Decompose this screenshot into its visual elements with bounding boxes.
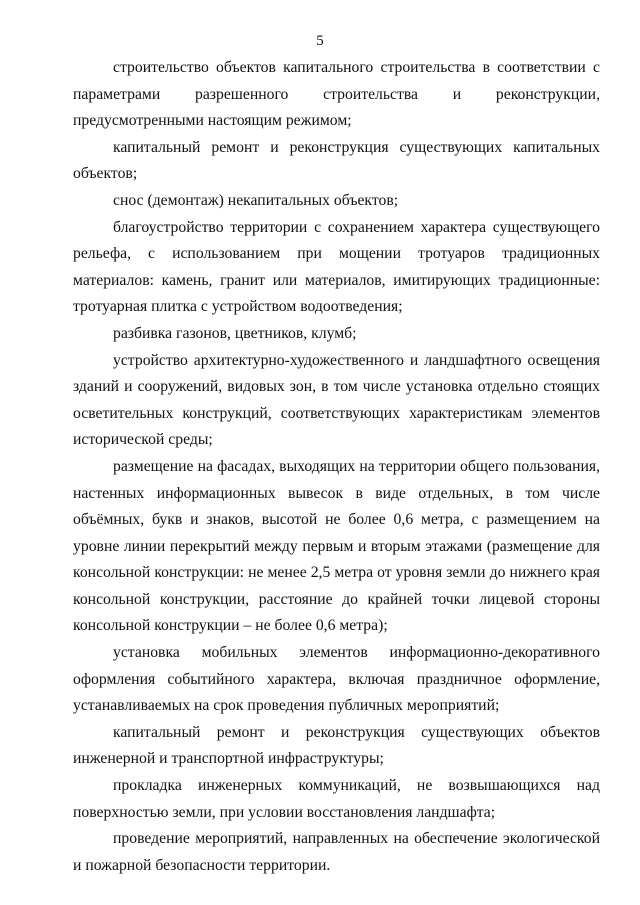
paragraph-capital-construction: строительство объектов капитального строительства в соответствии с параметрами разрешенного строительства и реконструкции, предусмотренными настоящим режимом; bbox=[73, 59, 600, 130]
paragraph-landscaping: благоустройство территории с сохранением характера существующего рельефа, с использованием при мощении тротуаров традиционных материалов: камень, гранит или материалов, имитирующих традиционные: тротуарная плитка с устройством водоотведения; bbox=[73, 218, 600, 316]
paragraph-capital-repair: капитальный ремонт и реконструкция существующих капитальных объектов; bbox=[73, 138, 600, 183]
paragraph-lawns: разбивка газонов, цветников, клумб; bbox=[113, 324, 357, 342]
paragraph-infrastructure: капитальный ремонт и реконструкция существующих объектов инженерной и транспортной инфраструктуры; bbox=[73, 723, 600, 768]
paragraph-signage: размещение на фасадах, выходящих на территории общего пользования, настенных информационных вывесок в виде отдельных, в том числе объёмных, букв и знаков, высотой не более 0,6 метра, с размещением на уровне линии перекрытий между первым и вторым этажами (размещение для консольной конструкции: не менее 2,5 метра от уровня земли до нижнего края консольной конструкции, расстояние до крайней точки лицевой стороны консольной конструкции – не более 0,6 метра); bbox=[73, 457, 600, 635]
paragraph-mobile-decor: установка мобильных элементов информационно-декоративного оформления событийного характера, включая праздничное оформление, устанавливаемых на срок проведения публичных мероприятий; bbox=[73, 644, 600, 715]
paragraph-safety: проведение мероприятий, направленных на обеспечение экологической и пожарной безопасности территории. bbox=[73, 830, 600, 874]
paragraph-utilities: прокладка инженерных коммуникаций, не возвышающихся над поверхностью земли, при условии восстановления ландшафта; bbox=[73, 777, 600, 821]
document-body bbox=[73, 55, 600, 879]
paragraph-demolition: снос (демонтаж) некапитальных объектов; bbox=[113, 191, 399, 209]
page-number: 5 bbox=[316, 33, 324, 49]
paragraph-lighting: устройство архитектурно-художественного и ландшафтного освещения зданий и сооружений, видовых зон, в том числе установка отдельно стоящих осветительных конструкций, соответствующих характеристикам элементов исторической среды; bbox=[73, 351, 600, 449]
